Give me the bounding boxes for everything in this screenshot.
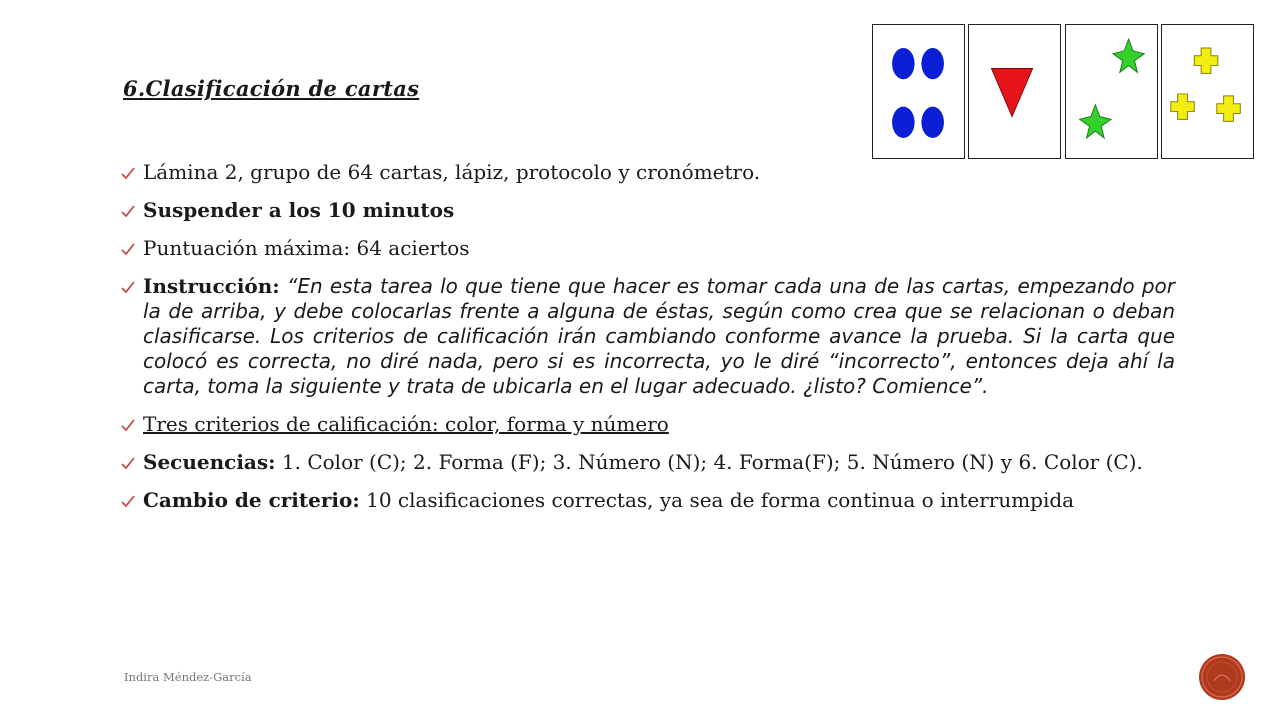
card-three-yellow-crosses	[1161, 24, 1254, 159]
cross-icon	[1171, 94, 1194, 119]
sequences-text: 1. Color (C); 2. Forma (F); 3. Número (N); 4. Forma(F); 5. Número (N) y 6. Color (C).	[275, 450, 1143, 474]
bullet-instruction	[120, 274, 1175, 399]
bullet-materials-text: Lámina 2, grupo de 64 cartas, lápiz, protocolo y cronómetro.	[143, 160, 761, 184]
check-icon	[120, 279, 136, 295]
slide-title: 6.Clasificación de cartas	[123, 76, 420, 101]
star-icon	[1113, 39, 1144, 72]
bullet-stop-text: Suspender a los 10 minutos	[143, 198, 455, 222]
circle-icon	[921, 48, 944, 79]
cross-icon	[1194, 48, 1217, 73]
bullet-list	[120, 160, 1175, 526]
cross-icon	[1217, 96, 1240, 121]
bullet-score	[120, 236, 1175, 261]
change-text: 10 clasificaciones correctas, ya sea de forma continua o interrumpida	[359, 488, 1075, 512]
instruction-quote: “En esta tarea lo que tiene que hacer es tomar cada una de las cartas, empezando por la de arriba, y debe colocarlas frente a alguna de éstas, según como crea que se relacionan o deban clasificarse. Los criterios de calificación irán cambiando conforme avance la prueba. Si la carta que colocó es correcta, no diré nada, pero si es incorrecta, yo le diré “incorrecto”, entonces deja ahí la carta, toma la siguiente y trata de ubicarla en el lugar adecuado. ¿listo? Comience”.	[143, 274, 1175, 398]
bullet-sequences	[120, 450, 1175, 475]
star-icon	[1080, 105, 1111, 138]
bullet-materials	[120, 160, 1175, 185]
footer-author: Indira Méndez-García	[124, 670, 252, 684]
bullet-stop	[120, 198, 1175, 223]
triangle-icon	[992, 69, 1033, 117]
check-icon	[120, 203, 136, 219]
theme-logo-icon	[1198, 653, 1246, 701]
change-label: Cambio de criterio:	[143, 488, 360, 512]
card-one-red-triangle	[968, 24, 1061, 159]
sequences-label: Secuencias:	[143, 450, 276, 474]
instruction-label: Instrucción:	[143, 274, 280, 298]
check-icon	[120, 165, 136, 181]
circle-icon	[892, 107, 915, 138]
check-icon	[120, 493, 136, 509]
circle-icon	[921, 107, 944, 138]
check-icon	[120, 417, 136, 433]
check-icon	[120, 241, 136, 257]
bullet-criteria	[120, 412, 1175, 437]
stimulus-cards	[872, 24, 1254, 161]
card-two-green-stars	[1065, 24, 1158, 159]
bullet-score-text: Puntuación máxima: 64 aciertos	[143, 236, 470, 260]
bullet-change	[120, 488, 1175, 513]
card-four-blue-circles	[872, 24, 965, 159]
bullet-criteria-text: Tres criterios de calificación: color, forma y número	[143, 412, 669, 436]
check-icon	[120, 455, 136, 471]
circle-icon	[892, 48, 915, 79]
